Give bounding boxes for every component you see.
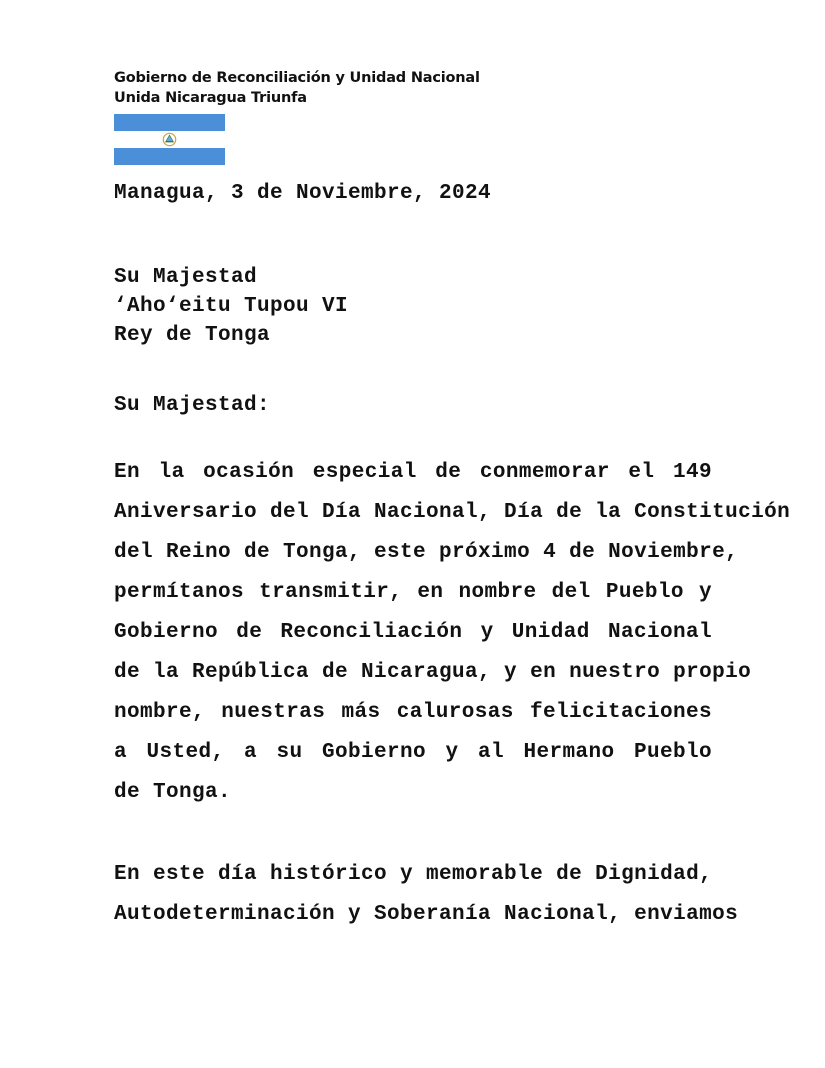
letterhead-line-2: Unida Nicaragua Triunfa [114, 90, 307, 106]
letterhead [114, 68, 480, 108]
paragraph-1-line: de Tonga. [114, 781, 232, 804]
paragraph-2-line: Autodeterminación y Soberanía Nacional, enviamos [114, 903, 739, 926]
paragraph-1-line: nombre, nuestras más calurosas felicitaciones [114, 701, 712, 724]
paragraph-1-line: del Reino de Tonga, este próximo 4 de Noviembre, [114, 541, 739, 564]
recipient-line-3: Rey de Tonga [114, 324, 271, 347]
flag-top-band [114, 114, 225, 131]
paragraph-1-line: de la República de Nicaragua, y en nuestro propio [114, 661, 752, 684]
paragraph-1-line: En la ocasión especial de conmemorar el 149 [114, 461, 712, 484]
recipient-line-1: Su Majestad [114, 266, 258, 289]
recipient-line-2: ‘Aho‘eitu Tupou VI [114, 295, 349, 318]
nicaragua-flag-icon [114, 114, 225, 165]
salutation: Su Majestad: [114, 394, 271, 417]
letter-date: Managua, 3 de Noviembre, 2024 [114, 182, 492, 205]
paragraph-1-line: Gobierno de Reconciliación y Unidad Nacional [114, 621, 712, 644]
recipient-block [114, 263, 348, 350]
paragraph-1-line: permítanos transmitir, en nombre del Pueblo y [114, 581, 712, 604]
paragraph-2 [114, 855, 739, 935]
paragraph-2-line: En este día histórico y memorable de Dignidad, [114, 863, 713, 886]
flag-bottom-band [114, 148, 225, 165]
paragraph-1 [114, 453, 791, 813]
coat-of-arms-icon [162, 131, 177, 148]
paragraph-1-line: a Usted, a su Gobierno y al Hermano Pueblo [114, 741, 712, 764]
letterhead-line-1: Gobierno de Reconciliación y Unidad Nacional [114, 70, 480, 86]
paragraph-1-line: Aniversario del Día Nacional, Día de la Constitución [114, 501, 791, 524]
